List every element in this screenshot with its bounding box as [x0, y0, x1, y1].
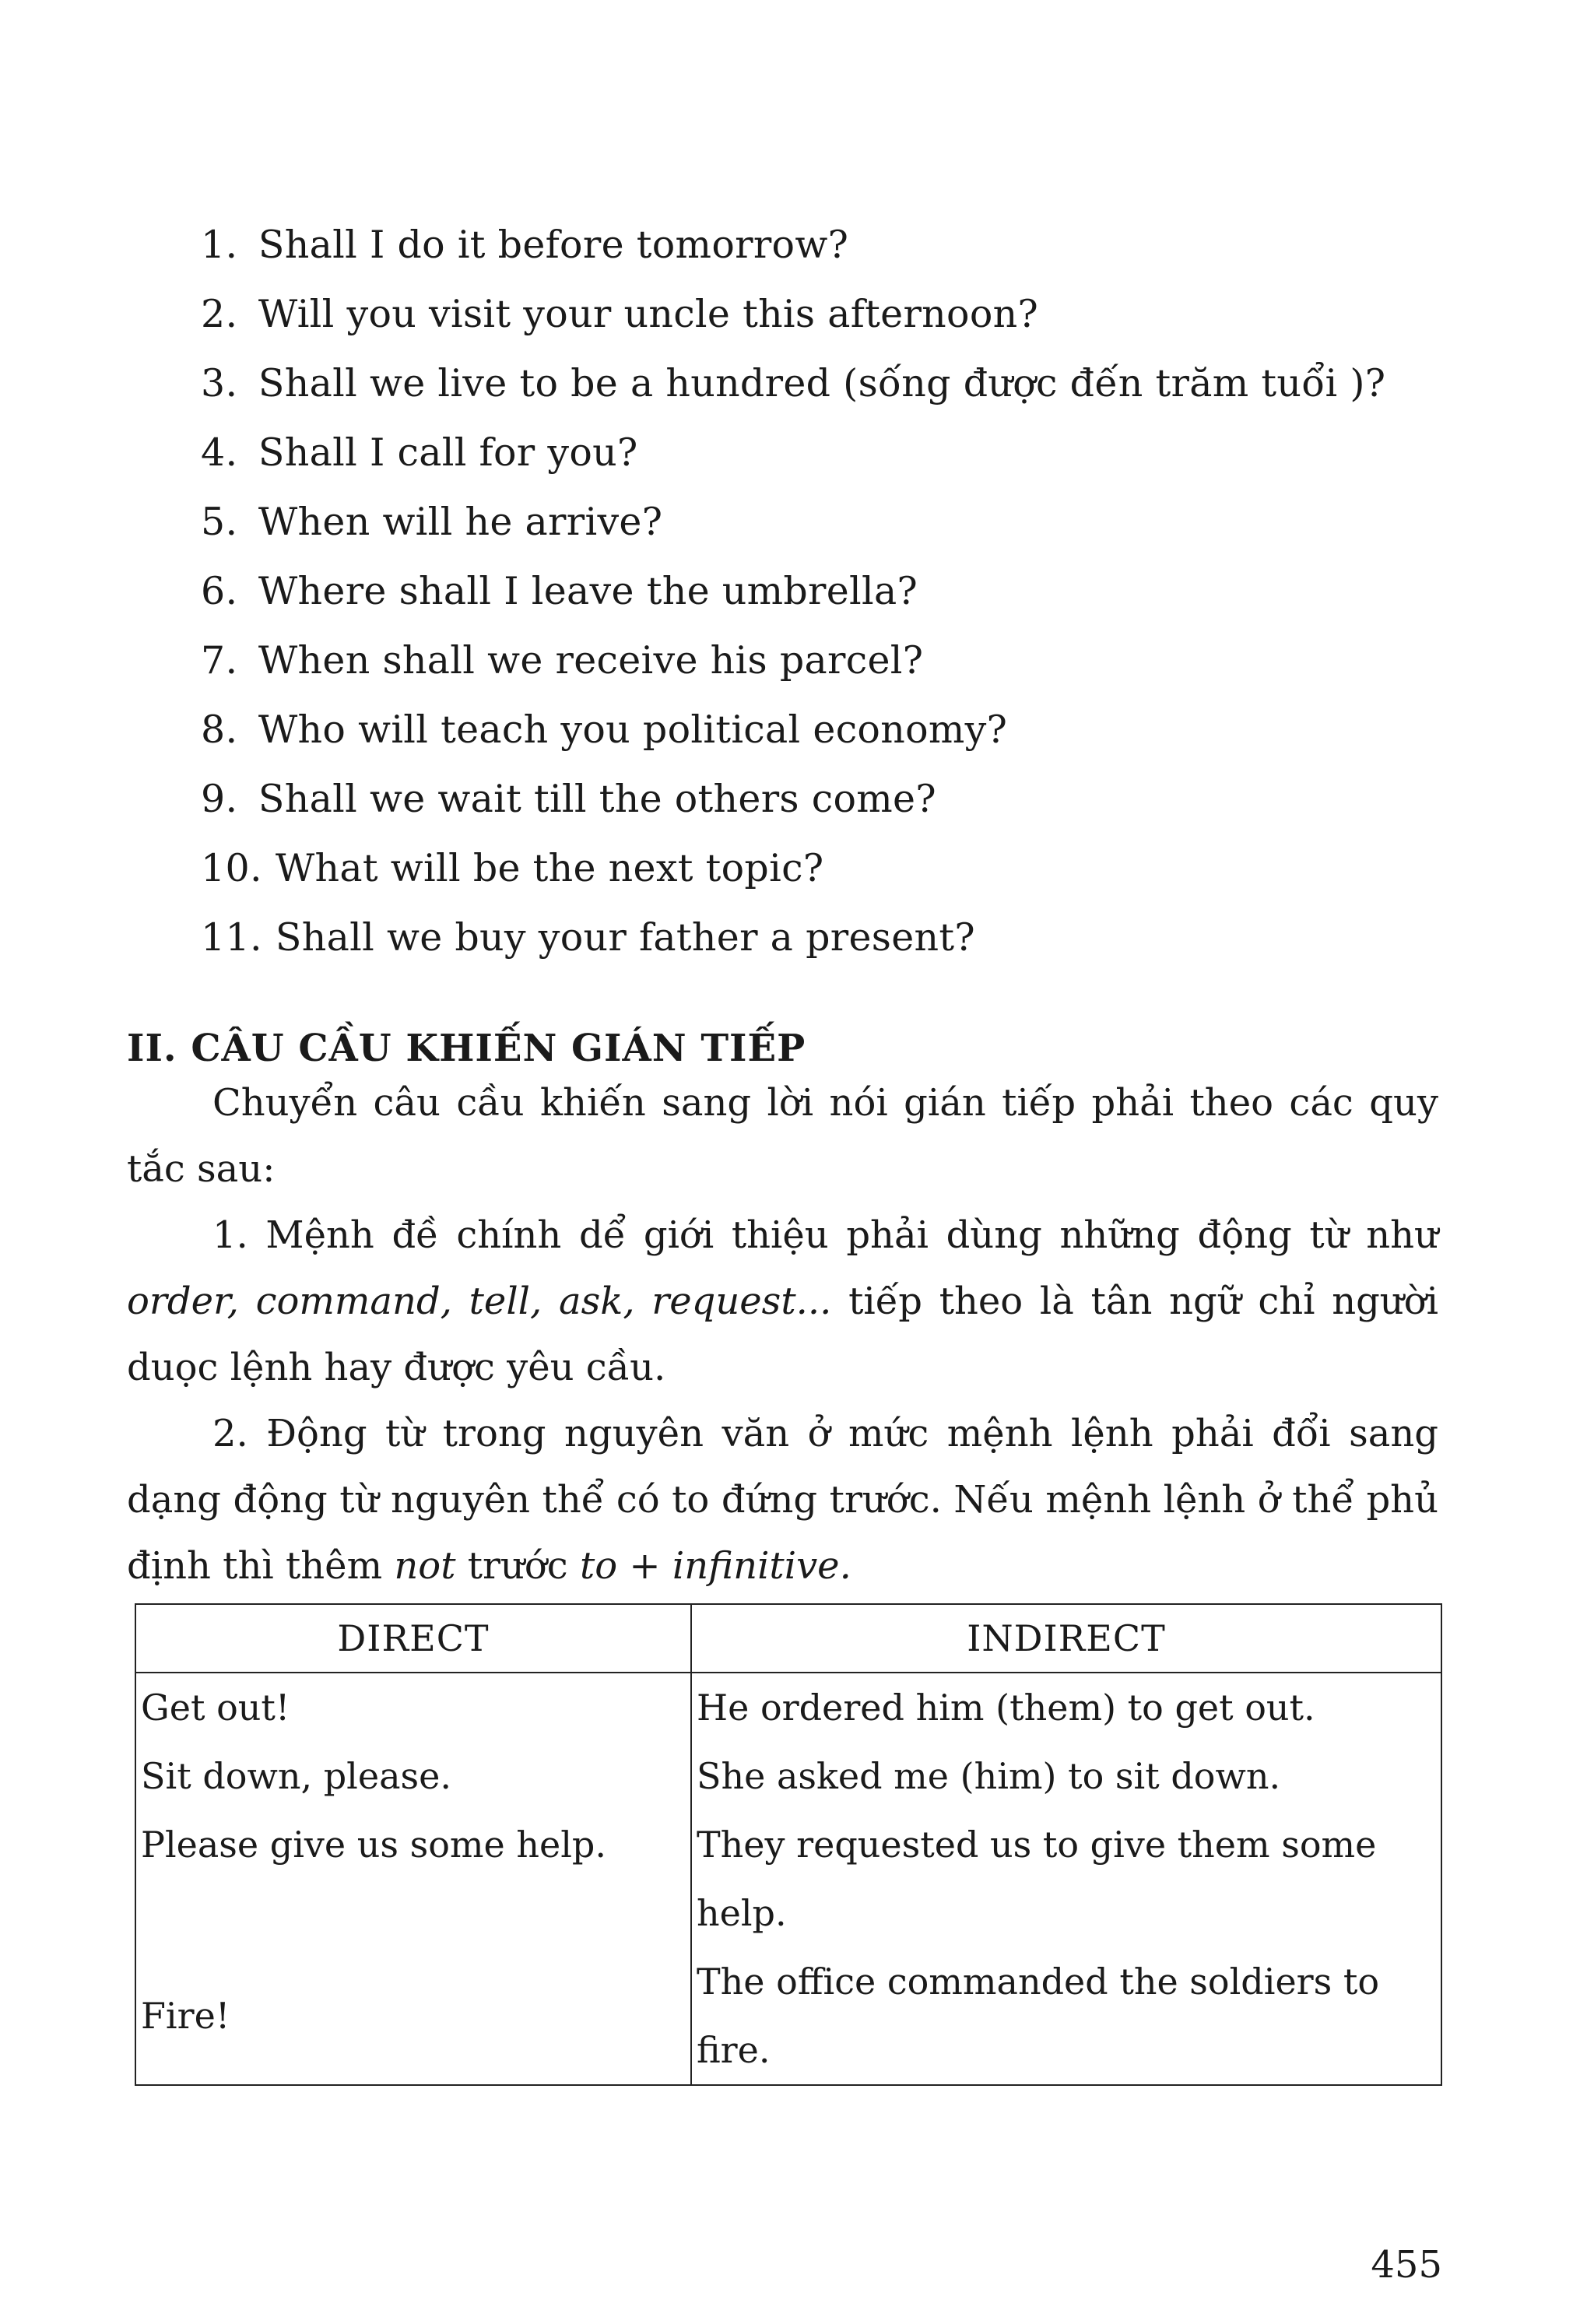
item-number: 9.	[201, 777, 238, 821]
intro-paragraph	[127, 1070, 1438, 1202]
item-number: 6.	[201, 569, 238, 613]
list-item	[201, 903, 1446, 972]
header-indirect: INDIRECT	[691, 1604, 1441, 1673]
item-text: Shall we wait till the others come?	[258, 777, 936, 821]
item-text: Shall we buy your father a present?	[275, 915, 975, 960]
list-item	[201, 349, 1446, 418]
direct-cell: Please give us some help.	[135, 1810, 691, 1947]
table-row	[135, 1742, 1441, 1810]
list-item	[201, 834, 1446, 903]
list-item	[201, 210, 1446, 279]
rule-1-lead: 1. Mệnh đề chính dể giới thiệu phải dùng những động từ như	[212, 1213, 1438, 1257]
item-number: 7.	[201, 638, 238, 683]
table-row	[135, 1810, 1441, 1947]
list-item	[201, 556, 1446, 626]
list-item	[201, 764, 1446, 834]
item-text: Will you visit your uncle this afternoon?	[258, 292, 1039, 336]
rule-2-formula: to + infinitive.	[579, 1544, 851, 1588]
item-text: When will he arrive?	[258, 500, 663, 544]
item-text: When shall we receive his parcel?	[258, 638, 924, 683]
list-item	[201, 418, 1446, 487]
rule-1-verbs: order, command, tell, ask, request...	[127, 1280, 832, 1323]
table-row	[135, 1673, 1441, 1742]
rule-2-mid: trước	[467, 1544, 568, 1588]
rule-2-paragraph	[127, 1401, 1438, 1599]
item-text: Where shall I leave the umbrella?	[258, 569, 918, 613]
item-number: 1.	[201, 223, 238, 267]
item-number: 11.	[201, 915, 262, 960]
table-header-row	[135, 1604, 1441, 1673]
indirect-cell: She asked me (him) to sit down.	[691, 1742, 1441, 1810]
item-number: 5.	[201, 500, 238, 544]
indirect-cell: They requested us to give them some help.	[691, 1810, 1441, 1947]
list-item	[201, 626, 1446, 695]
direct-cell: Fire!	[135, 1947, 691, 2085]
list-item	[201, 279, 1446, 349]
header-direct: DIRECT	[135, 1604, 691, 1673]
direct-indirect-table	[135, 1603, 1442, 2086]
item-number: 3.	[201, 361, 238, 405]
direct-cell: Sit down, please.	[135, 1742, 691, 1810]
list-item	[201, 487, 1446, 556]
rule-2-not: not	[394, 1544, 456, 1588]
question-list	[201, 210, 1446, 972]
rule-1-paragraph	[127, 1202, 1438, 1401]
indirect-cell: The office commanded the soldiers to fire.	[691, 1947, 1441, 2085]
rule-1-tail: tiếp theo là tân ngữ chỉ người duọc lệnh hay được yêu cầu.	[127, 1280, 1439, 1389]
page-number: 455	[1371, 2243, 1442, 2287]
item-number: 10.	[201, 846, 262, 890]
list-item	[201, 695, 1446, 764]
item-text: Shall I do it before tomorrow?	[258, 223, 849, 267]
intro-text: Chuyển câu cầu khiến sang lời nói gián tiếp phải theo các quy tắc sau:	[127, 1081, 1438, 1191]
item-text: What will be the next topic?	[275, 846, 824, 890]
item-text: Who will teach you political economy?	[258, 707, 1008, 752]
item-number: 4.	[201, 430, 238, 475]
rule-2-lead: 2. Động từ trong nguyên văn ở mức mệnh lệnh phải đổi sang dạng động từ nguyên thể có to đứng trước. Nếu mệnh lệnh ở thể phủ định thì thêm	[127, 1412, 1438, 1588]
item-text: Shall we live to be a hundred (sống được đến trăm tuổi )?	[258, 361, 1386, 405]
item-number: 2.	[201, 292, 238, 336]
table-row	[135, 1947, 1441, 2085]
section-heading: II. CÂU CẦU KHIẾN GIÁN TIẾP	[127, 1027, 806, 1070]
item-number: 8.	[201, 707, 238, 752]
direct-cell: Get out!	[135, 1673, 691, 1742]
item-text: Shall I call for you?	[258, 430, 638, 475]
indirect-cell: He ordered him (them) to get out.	[691, 1673, 1441, 1742]
